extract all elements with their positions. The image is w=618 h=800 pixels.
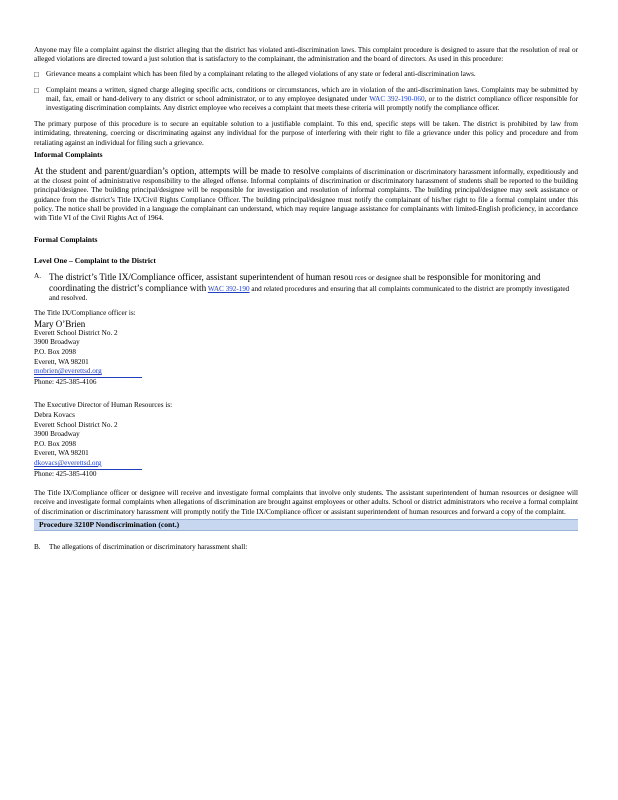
informal-paragraph: At the student and parent/guardian’s option, attempts will be made to resolve complaints of discrimination or discriminatory harassment informally, expeditiously and at the closest point of administrative responsibility to the alleged offense. Informal complaints of discrimination or discriminatory harassment of students shall be reported to the building principal/designee. The building principal/designee will be responsible for investigation and resolution of informal complaints. The building principal/designee may seek assistance or guidance from the district’s Title IX/Civil Rights Compliance Officer. The building principal/designee must notify the complainant of his/her right to file a formal complaint under this policy. The notice shall be provided in a language the complainant can understand, which may require language assistance for complainants with limited-English proficiency, in accordance with Title VI of the Civil Rights Act of 1964.: [34, 166, 579, 223]
document-page: [34, 46, 578, 552]
definition-text: Complaint means a written, signed charge alleging specific acts, conditions or circumstances, which are in violation of the anti-discrimination laws. Complaints may be submitted by mail, fax, email or hand-delivery to any district or school administrator, or to any employee designated under WAC 392-190-060, or to the district compliance officer responsible for investigating discrimination complaints. Any district employee who receives a complaint that meets these criteria will promptly notify the compliance officer.: [46, 85, 578, 113]
checkbox-bullet-icon: □: [34, 85, 39, 95]
definition-text: Grievance means a complaint which has been filed by a complainant relating to the alleged violations of any state or federal anti-discrimination laws.: [46, 70, 476, 79]
procedure-banner: Procedure 3210P Nondiscrimination (cont.): [34, 519, 578, 531]
contact-phone: Phone: 425-385-4100: [34, 469, 97, 478]
item-b-text: The allegations of discrimination or discriminatory harassment shall:: [49, 542, 248, 551]
email-link[interactable]: mobrien@everettsd.org: [34, 367, 142, 378]
item-a-text: The district’s Title IX/Compliance officer, assistant superintendent of human resou rces or designee shall be responsible for monitoring and coordinating the district’s compliance with WAC 392-190 and related procedures and ensuring that all complaints communicated to the district are promptly investigated and resolved.: [49, 271, 570, 303]
contact-name: Debra Kovacs: [34, 411, 75, 420]
contact-block-compliance-officer: The Title IX/Compliance officer is: Mary O’Brien Everett School District No. 2 3900 Broadway P.O. Box 2098 Everett, WA 98201 mobrien@everettsd.org Phone: 425-385-4106: [34, 309, 578, 387]
contact-phone: Phone: 425-385-4106: [34, 377, 97, 386]
email-link[interactable]: dkovacs@everettsd.org: [34, 459, 142, 470]
wac-link[interactable]: WAC 392-190-060: [369, 94, 425, 103]
closing-paragraph: The Title IX/Compliance officer or designee will receive and investigate formal complaints that involve only students. The assistant superintendent of human resources or designee will receive and investigate formal complaints when allegations of discrimination are brought against employees or other adults. School or district administrators who receive a formal complaint of discrimination or discriminatory harassment will promptly notify the Title IX/Compliance officer or assistant superintendent of human resources and forward a copy of the complaint.: [34, 489, 578, 516]
purpose-paragraph: The primary purpose of this procedure is to secure an equitable solution to a justifiable complaint. To this end, specific steps will be taken. The district is prohibited by law from intimidating, threatening, coercing or discriminating against any individual for the purpose of interfering with their right to file a grievance under this policy and procedure and from retaliating against an individual for filing such a grievance.: [34, 120, 578, 147]
item-a: [34, 272, 578, 304]
contact-name: Mary O’Brien: [34, 318, 86, 329]
wac-link[interactable]: WAC 392-190: [207, 284, 250, 293]
formal-heading: Formal Complaints: [34, 235, 98, 245]
contact-block-hr-director: The Executive Director of Human Resources is: Debra Kovacs Everett School District No. 2 3900 Broadway P.O. Box 2098 Everett, WA 98201 dkovacs@everettsd.org Phone: 425-385-4100: [34, 401, 578, 479]
item-label: A.: [34, 271, 41, 280]
intro-paragraph: Anyone may file a complaint against the district alleging that the district has violated anti-discrimination laws. This complaint procedure is designed to assure that the resolution of real or alleged violations are directed toward a just solution that is satisfactory to the complainant, the administration and the board of directors. As used in this procedure:: [34, 46, 578, 64]
definition-complaint: [34, 86, 578, 114]
informal-heading: Informal Complaints: [34, 149, 103, 159]
level-one-heading: Level One – Complaint to the District: [34, 256, 156, 266]
checkbox-bullet-icon: □: [34, 70, 39, 80]
definition-grievance: [34, 70, 578, 79]
item-label: B.: [34, 542, 41, 551]
item-b: [34, 543, 578, 552]
